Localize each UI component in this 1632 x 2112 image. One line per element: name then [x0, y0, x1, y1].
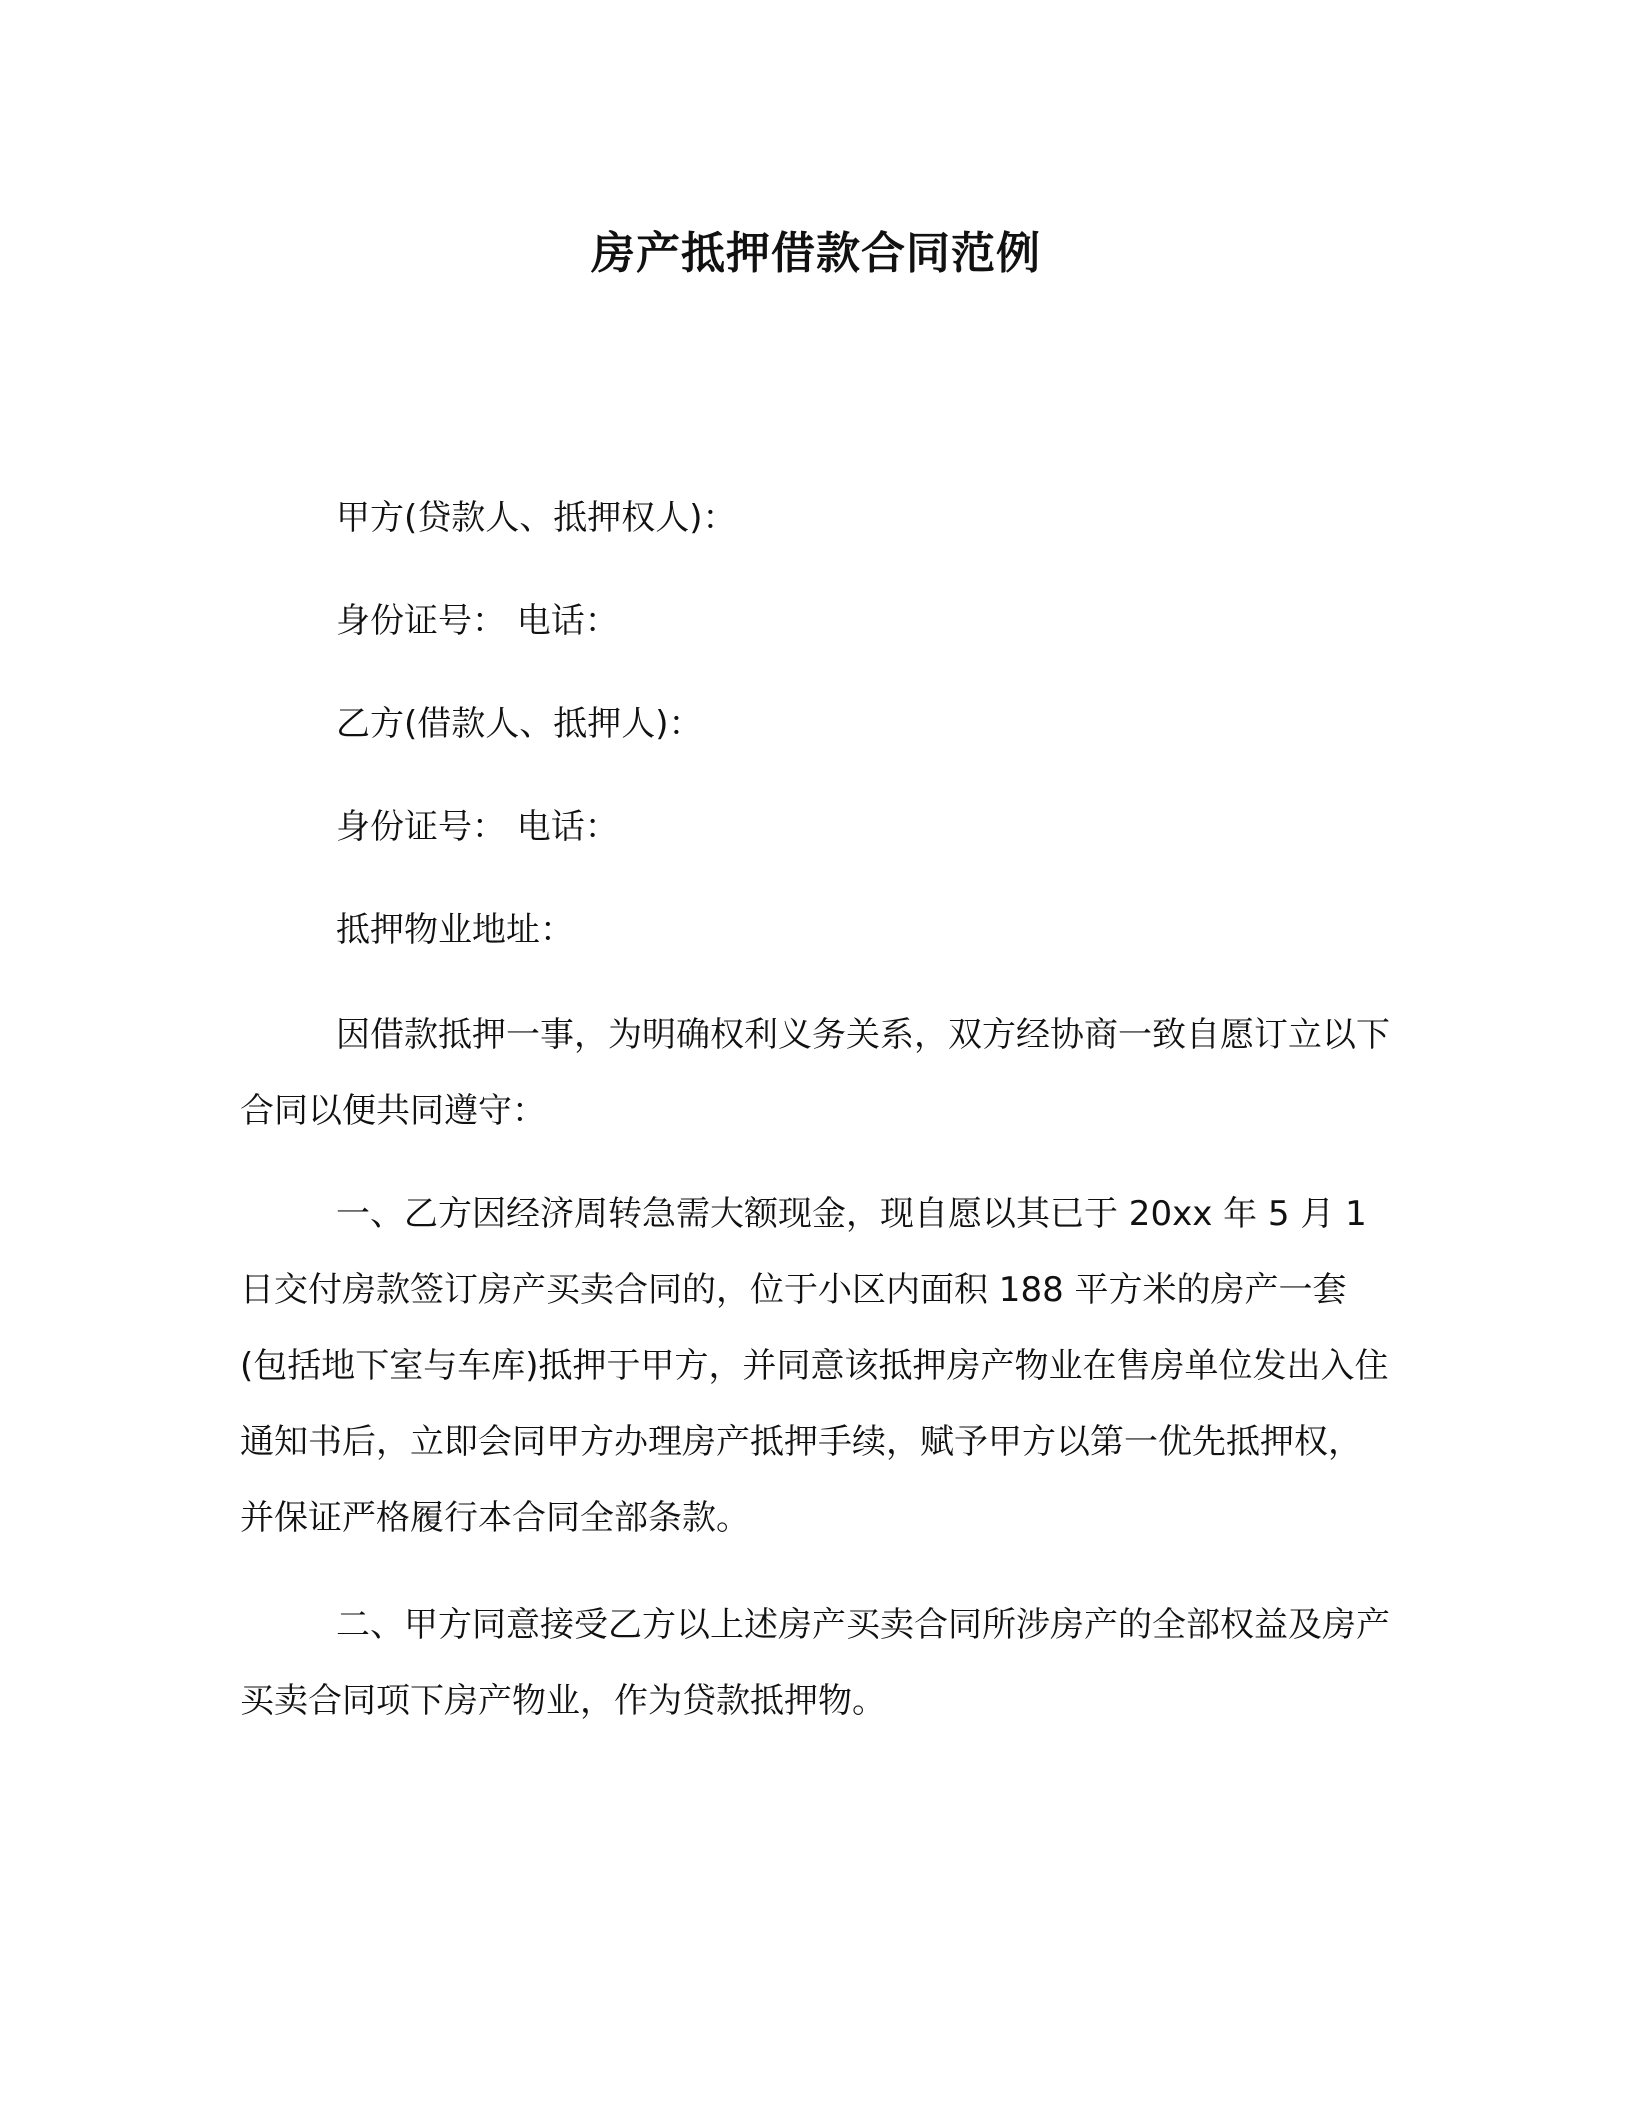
party-a-id-phone-field: 身份证号： 电话： [336, 601, 619, 641]
property-address-field: 抵押物业地址： [336, 910, 574, 950]
clause-2-paragraph: 二、甲方同意接受乙方以上述房产买卖合同所涉房产的全部权益及房产买卖合同项下房产物业，作为贷款抵押物。 [240, 1605, 1390, 1721]
party-b-field: 乙方(借款人、抵押人)： [336, 704, 703, 744]
document-title: 房产抵押借款合同范例 [591, 228, 1041, 279]
intro-paragraph: 因借款抵押一事，为明确权利义务关系，双方经协商一致自愿订立以下合同以便共同遵守： [240, 1015, 1390, 1131]
clause-1-paragraph: 一、乙方因经济周转急需大额现金，现自愿以其已于 20xx 年 5 月 1 日交付房款签订房产买卖合同的，位于小区内面积 188 平方米的房产一套(包括地下室与车库)抵押于甲方，并同意该抵押房产物业在售房单位发出入住通知书后，立即会同甲方办理房产抵押手续，赋予甲方以第一优先抵押权，并保证严格履行本合同全部条款。 [240, 1194, 1389, 1538]
party-b-id-phone-field: 身份证号： 电话： [336, 807, 619, 847]
party-a-field: 甲方(贷款人、抵押权人)： [336, 498, 737, 538]
